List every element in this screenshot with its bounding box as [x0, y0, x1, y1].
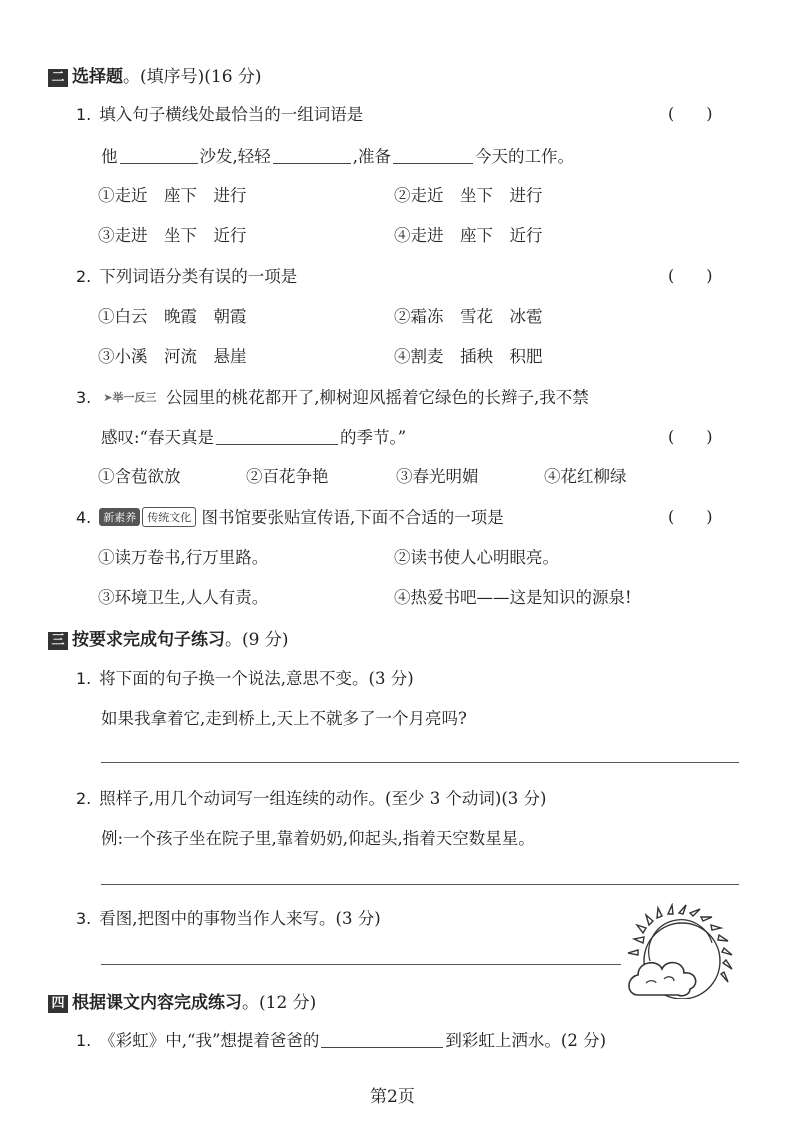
question-3-line2	[101, 424, 406, 448]
s3-question-2	[76, 785, 547, 809]
question-number: 1.	[76, 1031, 92, 1050]
option-1: ①读万卷书,行万里路。	[98, 548, 269, 567]
fill-blank[interactable]	[120, 147, 198, 164]
answer-line[interactable]	[101, 964, 621, 965]
section-hint: 。(填序号)(16 分)	[123, 67, 262, 87]
sentence-part: 到彩虹上洒水。(2 分)	[445, 1031, 607, 1050]
option-4: ④花红柳绿	[544, 467, 627, 486]
question-number: 3.	[76, 388, 92, 407]
option-2: ②百花争艳	[246, 467, 329, 486]
tag-label: ➤举一反三	[103, 391, 157, 404]
example-sentence: 例:一个孩子坐在院子里,靠着奶奶,仰起头,指着天空数星星。	[101, 829, 535, 848]
question-1	[76, 101, 363, 125]
answer-parentheses[interactable]: ( )	[668, 104, 713, 123]
question-3	[76, 384, 589, 408]
option-2: ②霜冻 雪花 冰雹	[394, 307, 543, 326]
question-text: 将下面的句子换一个说法,意思不变。(3 分)	[99, 669, 414, 688]
question-2	[76, 263, 297, 287]
question-number: 1.	[76, 105, 92, 124]
fill-blank[interactable]	[321, 1031, 443, 1048]
tag-traditional-culture: 传统文化	[142, 507, 196, 527]
fill-blank[interactable]	[216, 428, 338, 445]
question-text: 照样子,用几个动词写一组连续的动作。(至少 3 个动词)(3 分)	[99, 789, 547, 808]
option-4: ④热爱书吧——这是知识的源泉!	[394, 588, 632, 607]
option-4: ④割麦 插秧 积肥	[394, 347, 543, 366]
sentence-part: 《彩虹》中,“我”想提着爸爸的	[99, 1031, 320, 1050]
answer-parentheses[interactable]: ( )	[668, 266, 713, 285]
answer-line[interactable]	[101, 762, 739, 763]
section-number-badge: 二	[48, 69, 68, 87]
s4-question-1	[76, 1027, 606, 1051]
section-title: 选择题	[72, 67, 123, 87]
option-2: ②读书使人心明眼亮。	[394, 548, 559, 567]
question-text: 图书馆要张贴宣传语,下面不合适的一项是	[201, 508, 504, 527]
section-3-header	[48, 625, 288, 650]
answer-parentheses[interactable]: ( )	[668, 507, 713, 526]
option-4: ④走进 座下 近行	[394, 226, 543, 245]
answer-parentheses[interactable]: ( )	[668, 427, 713, 446]
section-title: 根据课文内容完成练习	[72, 993, 242, 1013]
option-3: ③走进 坐下 近行	[98, 226, 247, 245]
page-number: 第2页	[370, 1087, 415, 1107]
sentence-part: 的季节。”	[340, 428, 407, 447]
section-title: 按要求完成句子练习	[72, 630, 225, 650]
question-number: 3.	[76, 909, 92, 928]
tag-new-literacy: 新素养	[99, 508, 140, 526]
section-2-header	[48, 62, 262, 87]
question-text: 下列词语分类有误的一项是	[99, 267, 298, 286]
option-3: ③小溪 河流 悬崖	[98, 347, 247, 366]
sentence-part: 感叹:“春天真是	[101, 428, 214, 447]
option-2: ②走近 坐下 进行	[394, 186, 543, 205]
answer-line[interactable]	[101, 884, 739, 885]
option-3: ③春光明媚	[396, 467, 479, 486]
question-4	[76, 504, 504, 528]
question-text: 填入句子横线处最恰当的一组词语是	[99, 105, 364, 124]
option-1: ①白云 晚霞 朝霞	[98, 307, 247, 326]
section-number-badge: 三	[48, 632, 68, 650]
option-1: ①走近 座下 进行	[98, 186, 247, 205]
sun-cloud-illustration	[624, 903, 744, 999]
given-sentence: 如果我拿着它,走到桥上,天上不就多了一个月亮吗?	[101, 709, 467, 728]
s3-question-1	[76, 665, 414, 689]
option-1: ①含苞欲放	[98, 467, 181, 486]
sentence-part: 今天的工作。	[475, 147, 574, 166]
section-4-header	[48, 988, 316, 1013]
question-number: 1.	[76, 669, 92, 688]
fill-blank[interactable]	[273, 147, 351, 164]
question-number: 4.	[76, 508, 92, 527]
section-hint: 。(9 分)	[225, 630, 289, 650]
question-number: 2.	[76, 267, 92, 286]
question-text: 公园里的桃花都开了,柳树迎风摇着它绿色的长辫子,我不禁	[165, 388, 589, 407]
option-3: ③环境卫生,人人有责。	[98, 588, 269, 607]
question-text: 看图,把图中的事物当作人来写。(3 分)	[99, 909, 381, 928]
question-1-sentence	[101, 143, 574, 167]
sentence-part: ,准备	[352, 147, 391, 166]
sentence-part: 沙发,轻轻	[199, 147, 271, 166]
fill-blank[interactable]	[393, 147, 473, 164]
question-number: 2.	[76, 789, 92, 808]
s3-question-3	[76, 905, 381, 929]
sentence-part: 他	[101, 147, 118, 166]
section-number-badge: 四	[48, 995, 68, 1013]
section-hint: 。(12 分)	[242, 993, 317, 1013]
